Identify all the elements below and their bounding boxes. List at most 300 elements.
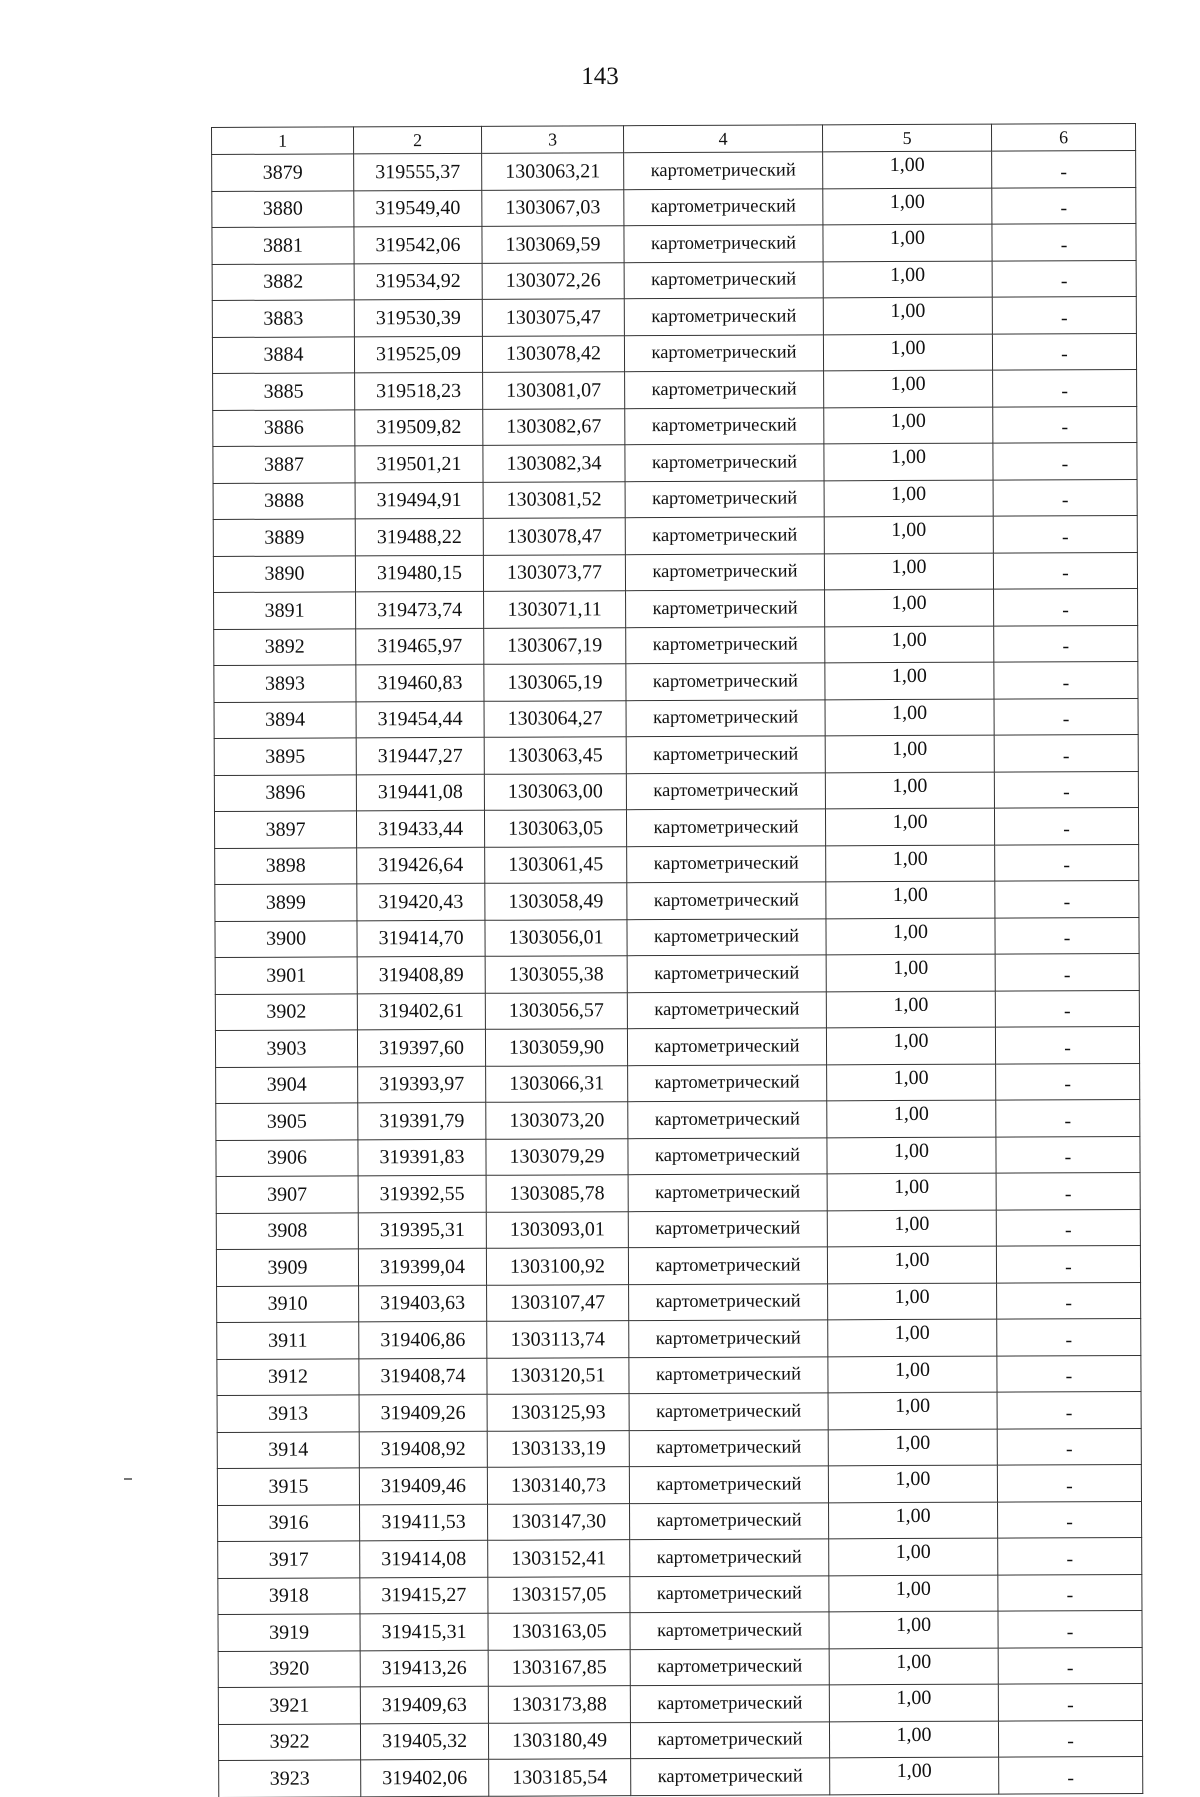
note-cell: - (996, 1099, 1140, 1136)
note-cell: - (992, 260, 1136, 297)
point-number-cell: 3887 (213, 446, 355, 483)
method-cell: картометрический (630, 1575, 829, 1612)
note-cell: - (995, 953, 1139, 990)
point-number-cell: 3894 (214, 701, 356, 738)
x-coordinate-cell: 319473,74 (356, 591, 484, 628)
x-coordinate-cell: 319391,79 (358, 1102, 486, 1139)
accuracy-cell: 1,00 (826, 954, 995, 991)
point-number-cell: 3880 (212, 190, 354, 227)
point-number-cell: 3914 (217, 1431, 359, 1468)
note-cell: - (997, 1282, 1141, 1319)
accuracy-cell: 1,00 (825, 699, 994, 736)
note-cell: - (992, 333, 1136, 370)
y-coordinate-cell: 1303173,88 (488, 1686, 630, 1723)
x-coordinate-cell: 319403,63 (359, 1285, 487, 1322)
note-cell: - (998, 1501, 1142, 1538)
accuracy-cell: 1,00 (823, 261, 992, 298)
method-cell: картометрический (624, 152, 823, 189)
point-number-cell: 3907 (216, 1176, 358, 1213)
accuracy-cell: 1,00 (829, 1538, 998, 1575)
point-number-cell: 3906 (216, 1139, 358, 1176)
y-coordinate-cell: 1303085,78 (486, 1175, 628, 1212)
note-cell: - (994, 588, 1138, 625)
x-coordinate-cell: 319405,32 (360, 1723, 488, 1760)
accuracy-cell: 1,00 (825, 662, 994, 699)
y-coordinate-cell: 1303079,29 (486, 1138, 628, 1175)
method-cell: картометрический (625, 407, 824, 444)
point-number-cell: 3893 (214, 665, 356, 702)
method-cell: картометрический (630, 1648, 829, 1685)
method-cell: картометрический (624, 298, 823, 335)
table-row (215, 1026, 1139, 1067)
table-row (213, 369, 1137, 410)
accuracy-cell: 1,00 (828, 1356, 997, 1393)
note-cell: - (992, 223, 1136, 260)
point-number-cell: 3905 (216, 1103, 358, 1140)
y-coordinate-cell: 1303073,77 (483, 554, 625, 591)
note-cell: - (998, 1720, 1142, 1757)
accuracy-cell: 1,00 (829, 1611, 998, 1648)
y-coordinate-cell: 1303081,07 (483, 372, 625, 409)
accuracy-cell: 1,00 (828, 1465, 997, 1502)
method-cell: картометрический (628, 1210, 827, 1247)
note-cell: - (995, 1026, 1139, 1063)
note-cell: - (993, 369, 1137, 406)
y-coordinate-cell: 1303066,31 (486, 1065, 628, 1102)
accuracy-cell: 1,00 (827, 1246, 996, 1283)
note-cell: - (996, 1245, 1140, 1282)
method-cell: картометрический (625, 480, 824, 517)
table-row (217, 1282, 1141, 1323)
method-cell: картометрический (628, 1101, 827, 1138)
x-coordinate-cell: 319413,26 (360, 1650, 488, 1687)
note-cell: - (996, 1136, 1140, 1173)
x-coordinate-cell: 319509,82 (355, 409, 483, 446)
x-coordinate-cell: 319415,31 (360, 1613, 488, 1650)
y-coordinate-cell: 1303120,51 (487, 1357, 629, 1394)
method-cell: картометрический (629, 1393, 828, 1430)
method-cell: картометрический (625, 517, 824, 554)
y-coordinate-cell: 1303113,74 (487, 1321, 629, 1358)
x-coordinate-cell: 319395,31 (358, 1212, 486, 1249)
method-cell: картометрический (624, 225, 823, 262)
table-row (217, 1391, 1141, 1432)
x-coordinate-cell: 319411,53 (360, 1504, 488, 1541)
x-coordinate-cell: 319525,09 (354, 336, 482, 373)
table-row (216, 1245, 1140, 1286)
method-cell: картометрический (628, 1247, 827, 1284)
point-number-cell: 3916 (218, 1504, 360, 1541)
method-cell: картометрический (626, 772, 825, 809)
column-header: 4 (623, 125, 822, 153)
note-cell: - (993, 552, 1137, 589)
method-cell: картометрический (631, 1758, 830, 1795)
x-coordinate-cell: 319480,15 (355, 555, 483, 592)
accuracy-cell: 1,00 (830, 1757, 999, 1794)
accuracy-cell: 1,00 (826, 1027, 995, 1064)
x-coordinate-cell: 319494,91 (355, 482, 483, 519)
note-cell: - (994, 734, 1138, 771)
accuracy-cell: 1,00 (826, 845, 995, 882)
accuracy-cell: 1,00 (825, 772, 994, 809)
note-cell: - (993, 406, 1137, 443)
y-coordinate-cell: 1303063,05 (484, 810, 626, 847)
table-row (218, 1610, 1142, 1651)
point-number-cell: 3898 (215, 847, 357, 884)
y-coordinate-cell: 1303152,41 (488, 1540, 630, 1577)
method-cell: картометрический (627, 955, 826, 992)
method-cell: картометрический (630, 1502, 829, 1539)
column-header: 6 (991, 123, 1135, 151)
point-number-cell: 3913 (217, 1395, 359, 1432)
note-cell: - (995, 880, 1139, 917)
accuracy-cell: 1,00 (823, 334, 992, 371)
table-row (214, 807, 1138, 848)
table-row (218, 1683, 1142, 1724)
y-coordinate-cell: 1303081,52 (483, 481, 625, 518)
scan-mark (124, 1478, 132, 1480)
method-cell: картометрический (627, 1028, 826, 1065)
accuracy-cell: 1,00 (823, 224, 992, 261)
point-number-cell: 3886 (213, 409, 355, 446)
table-row (213, 552, 1137, 593)
accuracy-cell: 1,00 (824, 407, 993, 444)
note-cell: - (997, 1464, 1141, 1501)
accuracy-cell: 1,00 (825, 808, 994, 845)
x-coordinate-cell: 319415,27 (360, 1577, 488, 1614)
x-coordinate-cell: 319447,27 (356, 737, 484, 774)
x-coordinate-cell: 319534,92 (354, 263, 482, 300)
method-cell: картометрический (629, 1356, 828, 1393)
table-row (212, 333, 1136, 374)
method-cell: картометрический (626, 809, 825, 846)
point-number-cell: 3919 (218, 1614, 360, 1651)
y-coordinate-cell: 1303058,49 (485, 883, 627, 920)
column-header: 3 (481, 126, 623, 154)
y-coordinate-cell: 1303072,26 (482, 262, 624, 299)
table-row (217, 1355, 1141, 1396)
method-cell: картометрический (629, 1429, 828, 1466)
method-cell: картометрический (630, 1612, 829, 1649)
y-coordinate-cell: 1303061,45 (485, 846, 627, 883)
note-cell: - (997, 1318, 1141, 1355)
y-coordinate-cell: 1303093,01 (486, 1211, 628, 1248)
table-row (214, 625, 1138, 666)
y-coordinate-cell: 1303065,19 (484, 664, 626, 701)
accuracy-cell: 1,00 (826, 881, 995, 918)
point-number-cell: 3915 (217, 1468, 359, 1505)
table-row (219, 1756, 1143, 1797)
point-number-cell: 3902 (215, 993, 357, 1030)
coordinates-table (211, 123, 1143, 1797)
accuracy-cell: 1,00 (824, 553, 993, 590)
accuracy-cell: 1,00 (825, 626, 994, 663)
table-body (212, 150, 1143, 1797)
y-coordinate-cell: 1303056,01 (485, 919, 627, 956)
method-cell: картометрический (626, 699, 825, 736)
note-cell: - (992, 296, 1136, 333)
accuracy-cell: 1,00 (827, 1210, 996, 1247)
note-cell: - (998, 1610, 1142, 1647)
accuracy-cell: 1,00 (826, 918, 995, 955)
table-row (216, 1136, 1140, 1177)
y-coordinate-cell: 1303063,45 (484, 737, 626, 774)
method-cell: картометрический (625, 371, 824, 408)
x-coordinate-cell: 319408,74 (359, 1358, 487, 1395)
accuracy-cell: 1,00 (827, 1137, 996, 1174)
note-cell: - (996, 1209, 1140, 1246)
method-cell: картометрический (630, 1539, 829, 1576)
y-coordinate-cell: 1303063,21 (482, 153, 624, 190)
x-coordinate-cell: 319391,83 (358, 1139, 486, 1176)
column-header: 1 (212, 127, 354, 155)
accuracy-cell: 1,00 (824, 516, 993, 553)
y-coordinate-cell: 1303133,19 (487, 1430, 629, 1467)
method-cell: картометрический (625, 553, 824, 590)
accuracy-cell: 1,00 (825, 735, 994, 772)
point-number-cell: 3888 (213, 482, 355, 519)
y-coordinate-cell: 1303125,93 (487, 1394, 629, 1431)
x-coordinate-cell: 319555,37 (354, 153, 482, 190)
method-cell: картометрический (626, 736, 825, 773)
table-row (214, 734, 1138, 775)
note-cell: - (993, 442, 1137, 479)
note-cell: - (997, 1355, 1141, 1392)
table-row (214, 771, 1138, 812)
point-number-cell: 3892 (214, 628, 356, 665)
point-number-cell: 3897 (214, 811, 356, 848)
note-cell: - (995, 917, 1139, 954)
point-number-cell: 3889 (213, 519, 355, 556)
note-cell: - (994, 807, 1138, 844)
table-row (215, 953, 1139, 994)
table-row (212, 260, 1136, 301)
x-coordinate-cell: 319414,08 (360, 1540, 488, 1577)
table-row (218, 1501, 1142, 1542)
note-cell: - (994, 661, 1138, 698)
accuracy-cell: 1,00 (827, 1173, 996, 1210)
method-cell: картометрический (628, 1137, 827, 1174)
x-coordinate-cell: 319409,26 (359, 1394, 487, 1431)
table-row (213, 479, 1137, 520)
point-number-cell: 3917 (218, 1541, 360, 1578)
accuracy-cell: 1,00 (828, 1319, 997, 1356)
x-coordinate-cell: 319542,06 (354, 226, 482, 263)
x-coordinate-cell: 319414,70 (357, 920, 485, 957)
accuracy-cell: 1,00 (829, 1721, 998, 1758)
x-coordinate-cell: 319426,64 (357, 847, 485, 884)
note-cell: - (998, 1647, 1142, 1684)
y-coordinate-cell: 1303078,47 (483, 518, 625, 555)
method-cell: картометрический (629, 1283, 828, 1320)
point-number-cell: 3896 (214, 774, 356, 811)
y-coordinate-cell: 1303078,42 (482, 335, 624, 372)
x-coordinate-cell: 319393,97 (358, 1066, 486, 1103)
table-header (212, 123, 1136, 154)
accuracy-cell: 1,00 (828, 1429, 997, 1466)
table-row (216, 1172, 1140, 1213)
point-number-cell: 3909 (216, 1249, 358, 1286)
table-row (212, 150, 1136, 191)
point-number-cell: 3904 (216, 1066, 358, 1103)
y-coordinate-cell: 1303075,47 (482, 299, 624, 336)
method-cell: картометрический (628, 1174, 827, 1211)
method-cell: картометрический (630, 1721, 829, 1758)
note-cell: - (997, 1428, 1141, 1465)
x-coordinate-cell: 319406,86 (359, 1321, 487, 1358)
page-number: 143 (581, 63, 619, 90)
y-coordinate-cell: 1303147,30 (488, 1503, 630, 1540)
accuracy-cell: 1,00 (829, 1648, 998, 1685)
x-coordinate-cell: 319460,83 (356, 664, 484, 701)
table-row (213, 406, 1137, 447)
point-number-cell: 3885 (213, 373, 355, 410)
point-number-cell: 3895 (214, 738, 356, 775)
accuracy-cell: 1,00 (824, 370, 993, 407)
method-cell: картометрический (627, 845, 826, 882)
point-number-cell: 3923 (219, 1760, 361, 1797)
table-row (212, 296, 1136, 337)
point-number-cell: 3910 (217, 1285, 359, 1322)
table-row (213, 515, 1137, 556)
x-coordinate-cell: 319501,21 (355, 445, 483, 482)
accuracy-cell: 1,00 (828, 1283, 997, 1320)
accuracy-cell: 1,00 (823, 151, 992, 188)
table-row (215, 880, 1139, 921)
note-cell: - (994, 698, 1138, 735)
y-coordinate-cell: 1303082,34 (483, 445, 625, 482)
method-cell: картометрический (626, 626, 825, 663)
note-cell: - (996, 1063, 1140, 1100)
table-row (215, 844, 1139, 885)
x-coordinate-cell: 319399,04 (358, 1248, 486, 1285)
point-number-cell: 3900 (215, 920, 357, 957)
note-cell: - (996, 1172, 1140, 1209)
table-row (216, 1209, 1140, 1250)
method-cell: картометрический (625, 444, 824, 481)
y-coordinate-cell: 1303082,67 (483, 408, 625, 445)
y-coordinate-cell: 1303157,05 (488, 1576, 630, 1613)
y-coordinate-cell: 1303180,49 (488, 1722, 630, 1759)
method-cell: картометрический (629, 1466, 828, 1503)
x-coordinate-cell: 319488,22 (355, 518, 483, 555)
x-coordinate-cell: 319408,89 (357, 956, 485, 993)
table-row (214, 588, 1138, 629)
table-row (217, 1464, 1141, 1505)
accuracy-cell: 1,00 (829, 1575, 998, 1612)
x-coordinate-cell: 319409,63 (360, 1686, 488, 1723)
method-cell: картометрический (624, 334, 823, 371)
accuracy-cell: 1,00 (823, 297, 992, 334)
point-number-cell: 3884 (212, 336, 354, 373)
x-coordinate-cell: 319397,60 (357, 1029, 485, 1066)
table-row (218, 1647, 1142, 1688)
y-coordinate-cell: 1303059,90 (485, 1029, 627, 1066)
note-cell: - (998, 1574, 1142, 1611)
method-cell: картометрический (627, 918, 826, 955)
y-coordinate-cell: 1303063,00 (484, 773, 626, 810)
x-coordinate-cell: 319402,61 (357, 993, 485, 1030)
x-coordinate-cell: 319454,44 (356, 701, 484, 738)
y-coordinate-cell: 1303185,54 (489, 1759, 631, 1796)
method-cell: картометрический (627, 882, 826, 919)
table-row (215, 917, 1139, 958)
point-number-cell: 3922 (218, 1723, 360, 1760)
accuracy-cell: 1,00 (826, 991, 995, 1028)
y-coordinate-cell: 1303100,92 (486, 1248, 628, 1285)
y-coordinate-cell: 1303163,05 (488, 1613, 630, 1650)
point-number-cell: 3903 (215, 1030, 357, 1067)
accuracy-cell: 1,00 (829, 1684, 998, 1721)
point-number-cell: 3920 (218, 1650, 360, 1687)
point-number-cell: 3890 (213, 555, 355, 592)
accuracy-cell: 1,00 (824, 443, 993, 480)
y-coordinate-cell: 1303073,20 (486, 1102, 628, 1139)
point-number-cell: 3891 (214, 592, 356, 629)
table-row (212, 223, 1136, 264)
table-row (215, 990, 1139, 1031)
x-coordinate-cell: 319530,39 (354, 299, 482, 336)
point-number-cell: 3899 (215, 884, 357, 921)
y-coordinate-cell: 1303167,85 (488, 1649, 630, 1686)
table-row (213, 442, 1137, 483)
y-coordinate-cell: 1303056,57 (485, 992, 627, 1029)
table-row (218, 1720, 1142, 1761)
point-number-cell: 3912 (217, 1358, 359, 1395)
table-row (217, 1428, 1141, 1469)
accuracy-cell: 1,00 (827, 1100, 996, 1137)
y-coordinate-cell: 1303067,03 (482, 189, 624, 226)
note-cell: - (997, 1391, 1141, 1428)
method-cell: картометрический (624, 188, 823, 225)
y-coordinate-cell: 1303069,59 (482, 226, 624, 263)
note-cell: - (993, 479, 1137, 516)
column-header: 5 (822, 124, 991, 152)
point-number-cell: 3911 (217, 1322, 359, 1359)
point-number-cell: 3918 (218, 1577, 360, 1614)
point-number-cell: 3901 (215, 957, 357, 994)
y-coordinate-cell: 1303067,19 (484, 627, 626, 664)
note-cell: - (995, 990, 1139, 1027)
note-cell: - (998, 1683, 1142, 1720)
y-coordinate-cell: 1303071,11 (484, 591, 626, 628)
note-cell: - (995, 844, 1139, 881)
note-cell: - (994, 625, 1138, 662)
accuracy-cell: 1,00 (823, 188, 992, 225)
method-cell: картометрический (626, 663, 825, 700)
x-coordinate-cell: 319402,06 (361, 1759, 489, 1796)
x-coordinate-cell: 319392,55 (358, 1175, 486, 1212)
method-cell: картометрический (626, 590, 825, 627)
x-coordinate-cell: 319433,44 (356, 810, 484, 847)
x-coordinate-cell: 319465,97 (356, 628, 484, 665)
point-number-cell: 3883 (212, 300, 354, 337)
table-row (216, 1099, 1140, 1140)
accuracy-cell: 1,00 (828, 1392, 997, 1429)
point-number-cell: 3881 (212, 227, 354, 264)
accuracy-cell: 1,00 (827, 1064, 996, 1101)
point-number-cell: 3921 (218, 1687, 360, 1724)
table-row (216, 1063, 1140, 1104)
method-cell: картометрический (630, 1685, 829, 1722)
table-row (214, 698, 1138, 739)
x-coordinate-cell: 319549,40 (354, 190, 482, 227)
header-row (212, 123, 1136, 154)
y-coordinate-cell: 1303107,47 (487, 1284, 629, 1321)
point-number-cell: 3908 (216, 1212, 358, 1249)
note-cell: - (998, 1537, 1142, 1574)
y-coordinate-cell: 1303064,27 (484, 700, 626, 737)
